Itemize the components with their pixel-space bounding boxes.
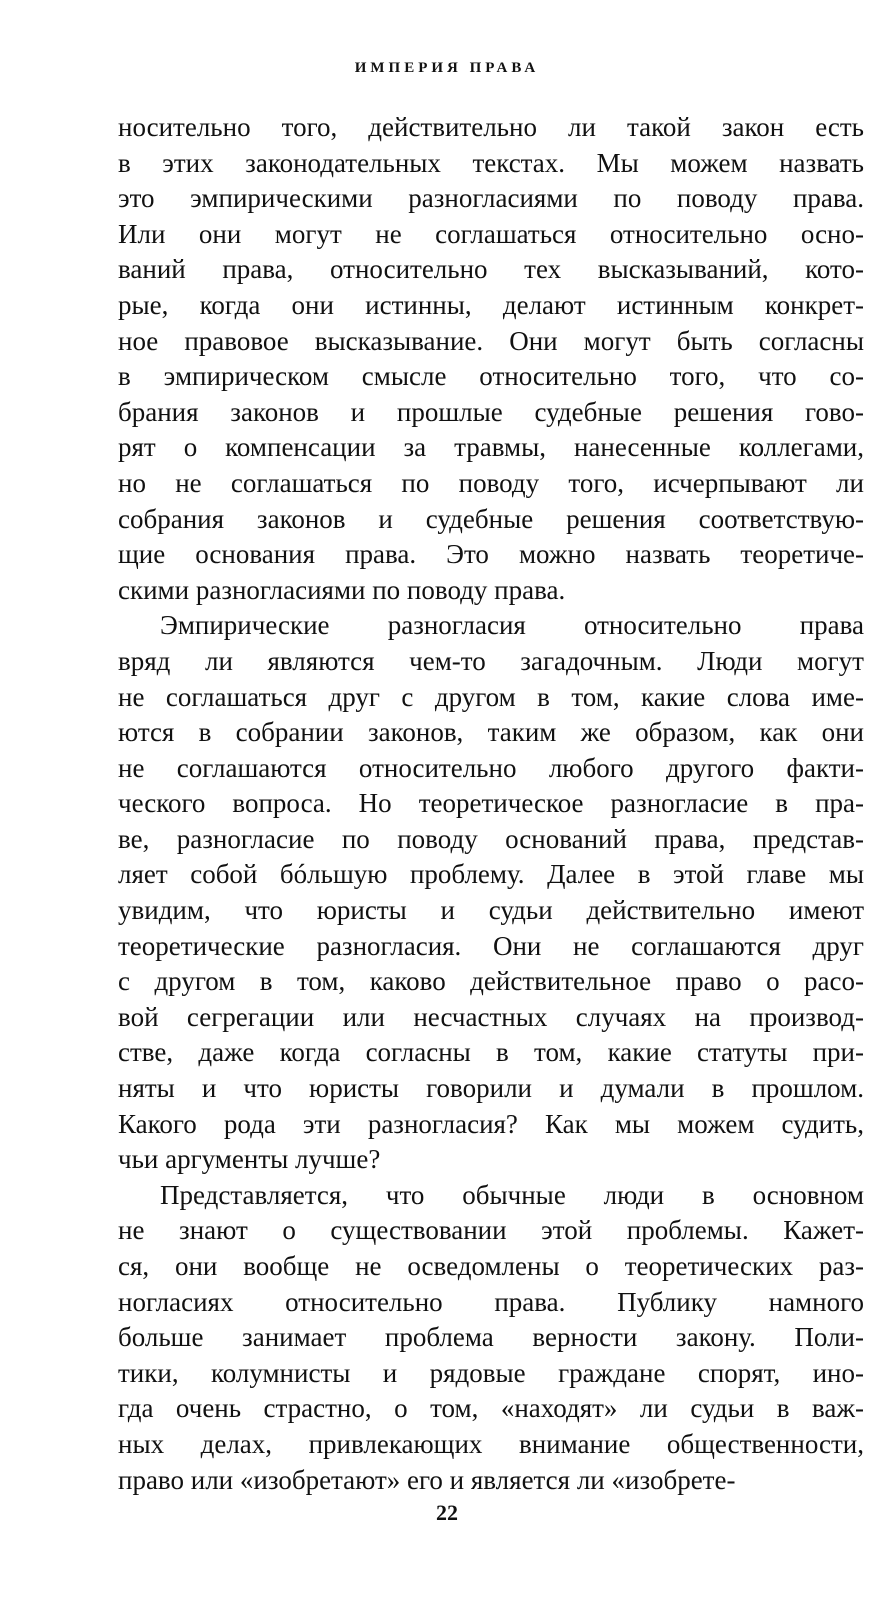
body-text [118,110,864,1498]
text-line: ное правовое высказывание. Они могут быть согласны [118,325,864,356]
paragraph [118,1178,864,1498]
text-line: ногласиях относительно права. Публику намного [118,1286,864,1317]
text-line: носительно того, действительно ли такой закон есть [118,112,864,142]
text-line: няты и что юристы говорили и думали в прошлом. [118,1073,864,1104]
text-line: не соглашаются относительно любого другого факти- [118,752,864,783]
text-line: Какого рода эти разногласия? Как мы можем судить, [118,1108,864,1139]
page-number: 22 [436,1500,458,1525]
text-line: вой сегрегации или несчастных случаях на производ- [118,1001,864,1032]
text-line: гда очень страстно, о том, «находят» ли судьи в важ- [118,1393,864,1424]
text-line: в эмпирическом смысле относительно того, что со- [118,361,864,392]
text-line: вряд ли являются чем-то загадочным. Люди могут [118,645,864,676]
text-line: ся, они вообще не осведомлены о теоретических раз- [118,1251,864,1281]
text-line: тики, колумнисты и рядовые граждане спорят, ино- [118,1357,864,1388]
text-line: собрания законов и судебные решения соответствую- [118,503,864,534]
running-header: ИМПЕРИЯ ПРАВА [354,60,540,76]
text-line: рые, когда они истинны, делают истинным конкрет- [118,289,864,320]
text-line: ются в собрании законов, таким же образом, как они [118,717,864,748]
text-line: ваний права, относительно тех высказываний, кото- [118,254,864,285]
text-line: ляет собой бóльшую проблему. Далее в этой главе мы [118,859,864,890]
text-line: скими разногласиями по поводу права. [118,574,566,605]
text-line: в этих законодательных текстах. Мы можем назвать [118,147,864,178]
text-line: чьи аргументы лучше? [118,1144,381,1175]
text-line: Или они могут не соглашаться относительно осно- [118,218,864,249]
paragraph [118,110,864,608]
text-line: с другом в том, каково действительное право о расо- [118,966,864,997]
text-line: рят о компенсации за травмы, нанесенные коллегами, [118,432,864,463]
text-line: Представляется, что обычные люди в основном [160,1179,864,1210]
text-line: ческого вопроса. Но теоретическое разногласие в пра- [118,788,864,819]
text-line: увидим, что юристы и судьи действительно имеют [118,895,864,926]
text-line: больше занимает проблема верности закону. Поли- [118,1322,864,1353]
text-line: не соглашаться друг с другом в том, какие слова име- [118,681,864,712]
text-line: брания законов и прошлые судебные решения гово- [118,396,864,427]
text-line: но не соглашаться по поводу того, исчерпывают ли [118,467,864,498]
text-line: право или «изобретают» его и является ли «изобрете- [118,1464,736,1495]
text-line: теоретические разногласия. Они не соглашаются друг [118,930,864,961]
text-line: это эмпирическими разногласиями по поводу права. [118,183,864,214]
text-line: стве, даже когда согласны в том, какие статуты при- [118,1037,864,1068]
text-line: не знают о существовании этой проблемы. Кажет- [118,1215,864,1246]
text-line: Эмпирические разногласия относительно права [160,610,864,641]
text-line: ных делах, привлекающих внимание общественности, [118,1428,864,1459]
text-line: ве, разногласие по поводу оснований права, представ- [118,823,864,854]
paragraph [118,608,864,1178]
text-line: щие основания права. Это можно назвать теоретиче- [118,539,864,570]
